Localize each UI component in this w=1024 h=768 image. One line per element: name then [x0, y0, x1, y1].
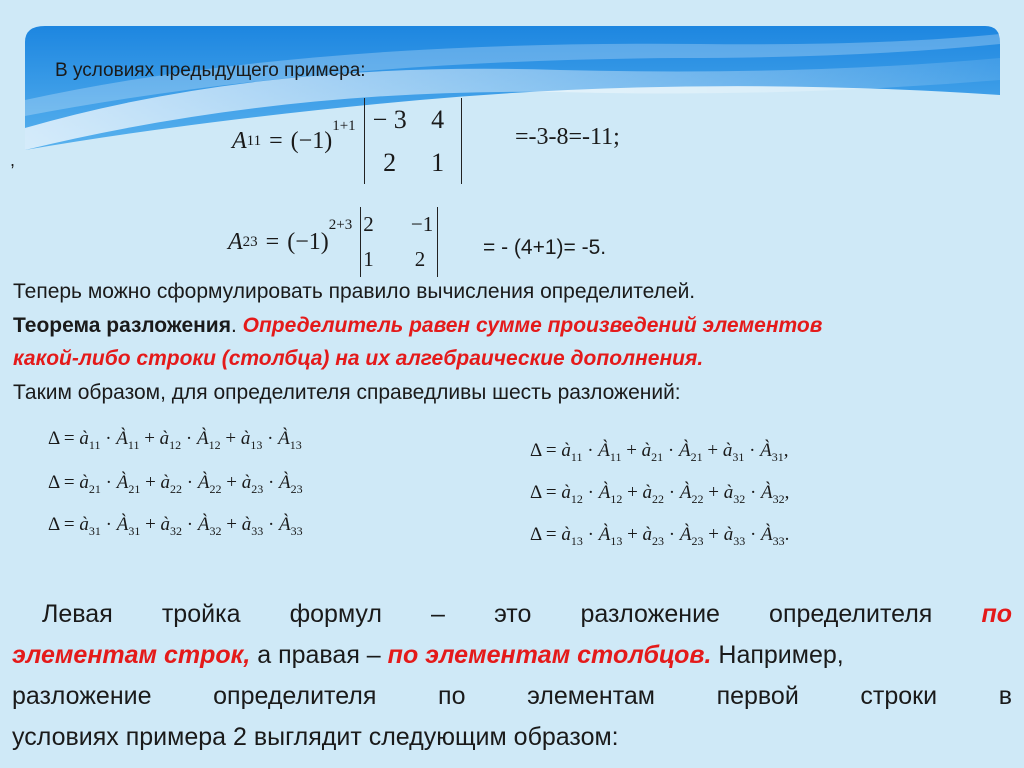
delta-symbol: Δ [530, 524, 542, 545]
paragraph-rows-phrase: элементам строк, [12, 641, 251, 669]
eq2-lhs: A [228, 228, 243, 255]
paragraph-line-1-text: Левая тройка формул – это разложение определителя [42, 600, 933, 628]
eq2-m11: 2 [363, 212, 374, 236]
rule-intro-line: Теперь можно сформулировать правило вычисления определителей. [13, 280, 696, 303]
paragraph-line-1-red: по [981, 600, 1012, 628]
row-expansion-formula-2: $\Delta = à_{21}$ · $À_{21}$ + $à_{22}$ · $À_{22}$ + $à_{23}$ · $À_{23}$ [48, 472, 303, 496]
paragraph-line-2 [12, 635, 1012, 676]
delta-symbol: Δ [530, 440, 542, 461]
eq1-exponent: 1+1 [332, 118, 356, 134]
paragraph-line-4: условиях примера 2 выглядит следующим образом: [12, 723, 619, 751]
eq1-lhs: A [232, 127, 247, 154]
column-expansion-formula-2: $\Delta = à_{12}$ · $À_{12}$ + $à_{22}$ · $À_{22}$ + $à_{32}$ · $À_{32}$, [530, 482, 790, 506]
stray-comma: , [10, 150, 16, 170]
eq2-m22: 2 [414, 247, 426, 271]
eq2-exponent: 2+3 [328, 217, 353, 233]
theorem-text-b: какой-либо строки (столбца) на их алгебраические дополнения. [13, 347, 704, 370]
eq2-m12: −1 [410, 212, 434, 236]
row-expansion-formula-3: $\Delta = à_{31}$ · $À_{31}$ + $à_{32}$ · $À_{32}$ + $à_{33}$ · $À_{33}$ [48, 514, 303, 538]
eq2-equals: = [265, 228, 280, 255]
eq2-m21: 1 [363, 247, 374, 271]
theorem-text-a: Определитель равен сумме произведений элементов [242, 314, 823, 337]
delta-symbol: Δ [48, 428, 60, 449]
eq1-matrix [364, 98, 462, 184]
eq2-lhs-sub: 23 [242, 233, 258, 250]
paragraph-line-3: разложение определителя по элементам первой строки в [12, 682, 1012, 710]
column-expansion-formula-1: $\Delta = à_{11}$ · $À_{11}$ + $à_{21}$ · $À_{21}$ + $à_{31}$ · $À_{31}$, [530, 440, 789, 464]
paragraph-end: Например, [711, 641, 844, 669]
theorem-dot: . [230, 314, 243, 337]
intro-text: В условиях предыдущего примера: [55, 60, 366, 81]
paragraph-line-1 [12, 594, 1012, 635]
paragraph-mid: а правая – [250, 641, 388, 669]
eq1-lhs-sub: 11 [246, 132, 262, 149]
eq2-base: (−1) [287, 228, 329, 255]
eq1-base: (−1) [290, 127, 333, 154]
eq1-result: =-3-8=-11; [515, 124, 620, 150]
delta-symbol: Δ [48, 472, 60, 493]
column-expansion-formula-3: $\Delta = à_{13}$ · $À_{13}$ + $à_{23}$ · $À_{23}$ + $à_{33}$ · $À_{33}$. [530, 524, 790, 548]
delta-symbol: Δ [48, 514, 60, 535]
eq1-m12: 4 [431, 104, 445, 134]
cofactor-a11-equation [232, 98, 462, 184]
eq2-result: = - (4+1)= -5. [483, 236, 607, 259]
delta-symbol: Δ [530, 482, 542, 503]
eq1-m11: − 3 [372, 104, 407, 134]
cofactor-a23-equation [228, 207, 438, 277]
expansions-intro-line: Таким образом, для определителя справедливы шесть разложений: [13, 381, 681, 404]
eq1-equals: = [269, 127, 283, 154]
eq1-m21: 2 [383, 147, 397, 177]
row-expansion-formula-1: $\Delta = à_{11}$ · $À_{11}$ + $à_{12}$ · $À_{12}$ + $à_{13}$ · $À_{13}$ [48, 428, 302, 452]
paragraph-columns-phrase: по элементам столбцов. [387, 641, 712, 669]
theorem-title: Теорема разложения [13, 314, 231, 337]
eq2-matrix [360, 207, 438, 277]
theorem-line-1 [13, 314, 822, 338]
eq1-m22: 1 [431, 147, 445, 177]
